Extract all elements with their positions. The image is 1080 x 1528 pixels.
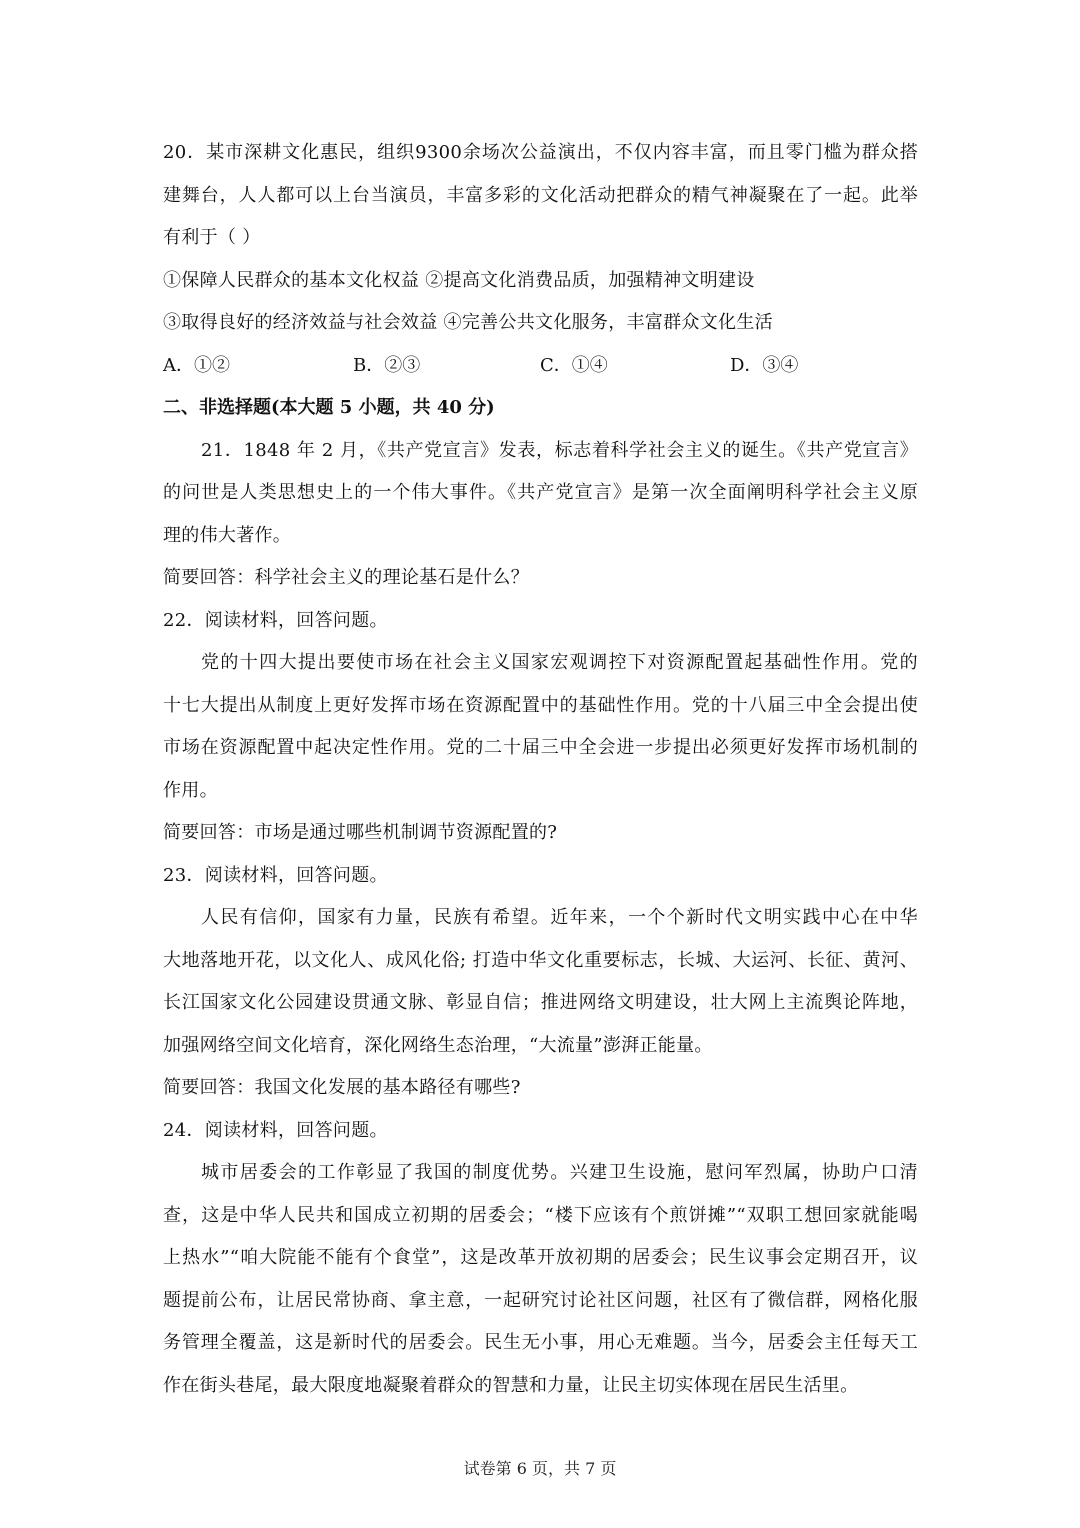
q24-line-1: 城市居委会的工作彰显了我国的制度优势。兴建卫生设施，慰问军烈属，协助户口清	[201, 1162, 918, 1183]
q22-line-2: 十七大提出从制度上更好发挥市场在资源配置中的基础性作用。党的十八届三中全会提出使	[163, 694, 918, 716]
option-d: D．③④	[730, 354, 799, 376]
question-22	[163, 600, 923, 855]
q24-line-2: 查，这是中华人民共和国成立初期的居委会；“楼下应该有个煎饼摊”“双职工想回家就能喝	[163, 1204, 918, 1226]
q20-line-3: 有利于（ ）	[163, 227, 261, 248]
q20-line-2: 建舞台，人人都可以上台当演员，丰富多彩的文化活动把群众的精气神凝聚在了一起。此举	[163, 184, 918, 206]
option-b: B．②③	[353, 354, 421, 376]
q23-question: 简要回答：我国文化发展的基本路径有哪些?	[163, 1077, 521, 1098]
q20-line-1: 20．某市深耕文化惠民，组织9300余场次公益演出，不仅内容丰富，而且零门槛为群众搭	[163, 142, 918, 163]
q24-title: 24．阅读材料，回答问题。	[163, 1119, 388, 1141]
q24-line-5: 务管理全覆盖，这是新时代的居委会。民生无小事，用心无难题。当今，居委会主任每天工	[163, 1332, 918, 1353]
q21-line-3: 理的伟大著作。	[163, 524, 292, 546]
section-title: 二、非选择题(本大题 5 小题，共 40 分)	[163, 397, 495, 418]
q22-question: 简要回答：市场是通过哪些机制调节资源配置的?	[163, 822, 558, 843]
option-c: C．①④	[540, 354, 608, 376]
question-21	[163, 430, 923, 600]
q22-line-1: 党的十四大提出要使市场在社会主义国家宏观调控下对资源配置起基础性作用。党的	[201, 652, 918, 673]
exam-page	[163, 132, 923, 1407]
question-24	[163, 1110, 923, 1408]
q23-line-1: 人民有信仰，国家有力量，民族有希望。近年来，一个个新时代文明实践中心在中华	[201, 907, 918, 928]
q21-line-2: 的问世是人类思想史上的一个伟大事件。《共产党宣言》是第一次全面阐明科学社会主义原	[163, 482, 918, 503]
q24-line-4: 题提前公布，让居民常协商、拿主意，一起研究讨论社区问题，社区有了微信群，网格化服	[163, 1289, 918, 1311]
q22-line-4: 作用。	[163, 779, 218, 801]
q20-options	[163, 345, 923, 388]
q23-line-4: 加强网络空间文化培育，深化网络生态治理，“大流量”澎湃正能量。	[163, 1034, 713, 1056]
q22-line-3: 市场在资源配置中起决定性作用。党的二十届三中全会进一步提出必须更好发挥市场机制的	[163, 737, 918, 758]
question-20	[163, 132, 923, 387]
q21-line-1: 21．1848 年 2 月，《共产党宣言》发表，标志着科学社会主义的诞生。《共产党宣言》	[201, 439, 918, 461]
q20-statement-2: ③取得良好的经济效益与社会效益 ④完善公共文化服务，丰富群众文化生活	[163, 312, 773, 333]
q23-title: 23．阅读材料，回答问题。	[163, 864, 388, 886]
option-a: A．①②	[163, 354, 230, 376]
q24-line-6: 作在街头巷尾，最大限度地凝聚着群众的智慧和力量，让民主切实体现在居民生活里。	[163, 1374, 859, 1396]
q22-title: 22．阅读材料，回答问题。	[163, 609, 388, 631]
q21-question: 简要回答：科学社会主义的理论基石是什么？	[163, 567, 529, 588]
q24-line-3: 上热水”“咱大院能不能有个食堂”，这是改革开放初期的居委会；民生议事会定期召开，议	[163, 1247, 918, 1268]
question-23	[163, 855, 923, 1110]
q20-statement-1: ①保障人民群众的基本文化权益 ②提高文化消费品质，加强精神文明建设	[163, 269, 755, 291]
q23-line-2: 大地落地开花，以文化人、成风化俗; 打造中华文化重要标志，长城、大运河、长征、黄河、	[163, 949, 918, 971]
q23-line-3: 长江国家文化公园建设贯通文脉、彰显自信；推进网络文明建设，壮大网上主流舆论阵地，	[163, 992, 918, 1013]
page-footer: 试卷第 6 页，共 7 页	[463, 1459, 617, 1478]
